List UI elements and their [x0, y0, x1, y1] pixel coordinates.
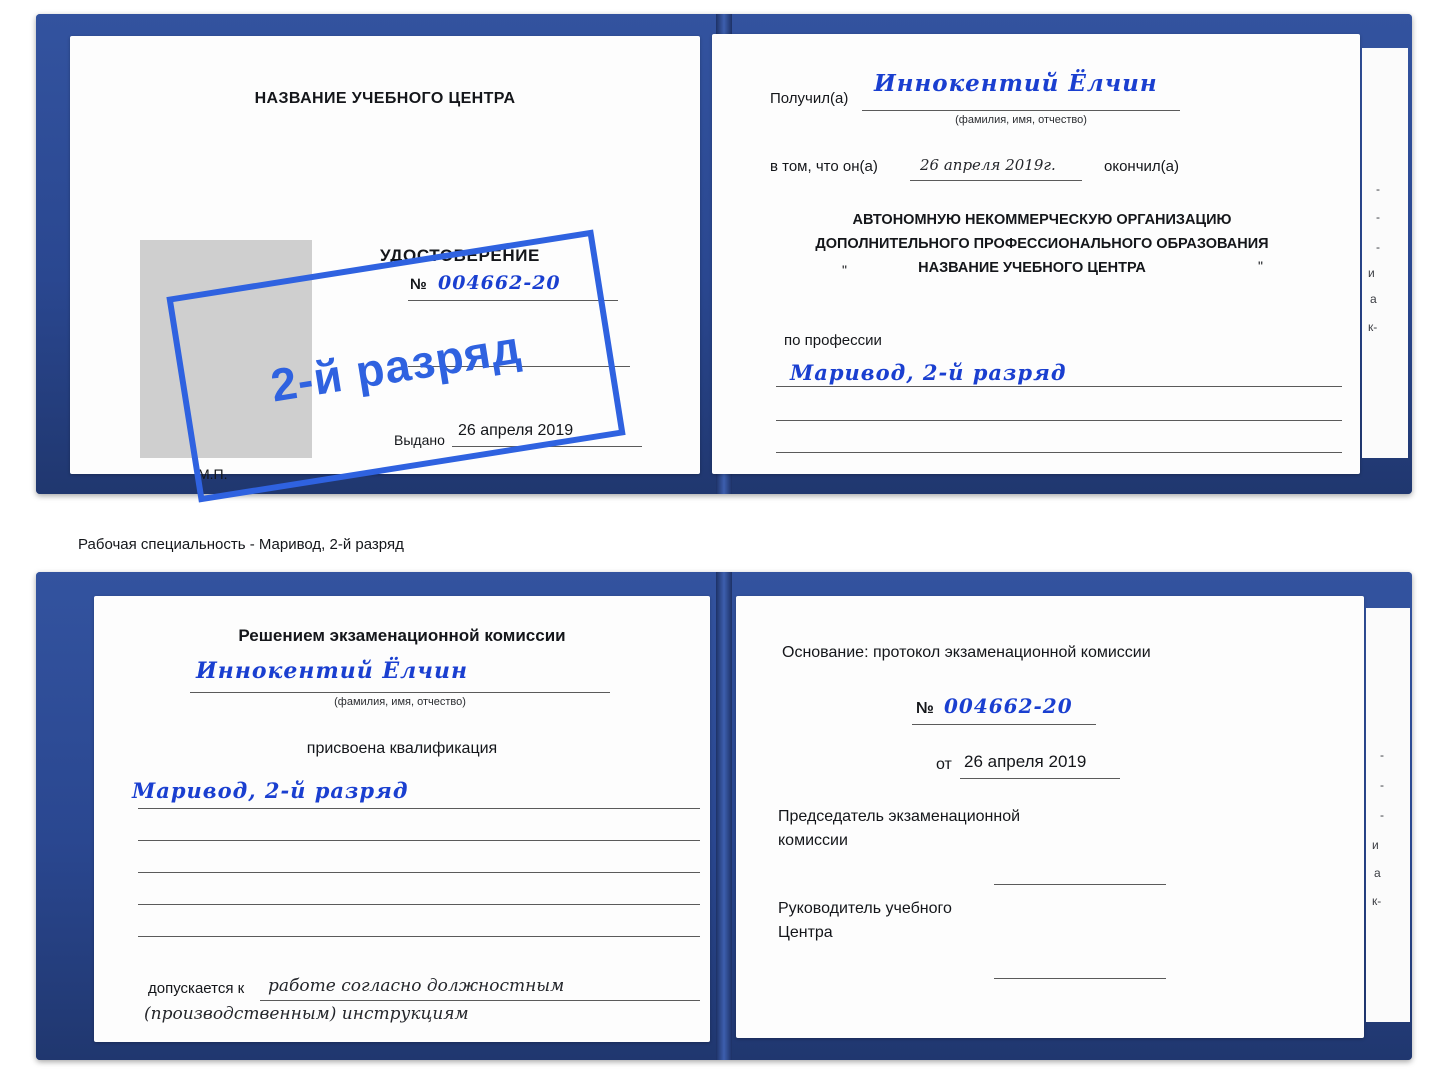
student-name-bottom: Иннокентий Ёлчин	[196, 658, 469, 684]
profession-underline-top-2	[776, 420, 1342, 421]
org-line2-top: ДОПОЛНИТЕЛЬНОГО ПРОФЕССИОНАЛЬНОГО ОБРАЗОВАНИЯ	[815, 236, 1269, 252]
admitted-underline-bottom	[260, 1000, 700, 1001]
qualification-value-bottom: Маривод, 2-й разряд	[132, 778, 409, 803]
received-name-top: Иннокентий Ёлчин	[874, 70, 1158, 97]
protocol-number-value-bottom: 004662-20	[944, 694, 1073, 718]
from-label-bottom: от	[936, 756, 952, 773]
org-quote-close-top: "	[1258, 258, 1263, 274]
edge-mark-b5: а	[1374, 866, 1381, 880]
bottom-right-edge	[1366, 608, 1410, 1022]
edge-mark-b2: -	[1380, 778, 1384, 792]
edge-mark-t6: к-	[1368, 320, 1378, 334]
org-title-top: НАЗВАНИЕ УЧЕБНОГО ЦЕНТРА	[254, 90, 516, 107]
admitted-label-bottom: допускается к	[148, 980, 245, 997]
issued-date-top: 26 апреля 2019	[458, 422, 574, 439]
edge-mark-b6: к-	[1372, 894, 1382, 908]
page-caption: Рабочая специальность - Маривод, 2-й разряд	[78, 536, 404, 553]
name-underline-bottom	[190, 692, 610, 693]
received-label-top: Получил(а)	[770, 90, 849, 107]
qual-line-4	[138, 904, 700, 905]
certificate-spine-bottom	[716, 572, 732, 1060]
edge-mark-b4: и	[1372, 838, 1379, 852]
protocol-number-label-bottom: №	[916, 700, 934, 717]
chairman-signature-line	[994, 884, 1166, 885]
qual-line-2	[138, 840, 700, 841]
number-value-top: 004662-20	[438, 272, 561, 294]
edge-mark-b3: -	[1380, 808, 1384, 822]
admitted-value-line2: (производственным) инструкциям	[144, 1004, 469, 1024]
org-line1-top: АВТОНОМНУЮ НЕКОММЕРЧЕСКУЮ ОРГАНИЗАЦИЮ	[852, 212, 1232, 228]
profession-label-top: по профессии	[784, 332, 882, 349]
edge-mark-t3: -	[1376, 240, 1380, 254]
finished-label-top: окончил(а)	[1104, 158, 1179, 175]
fio-hint-top: (фамилия, имя, отчество)	[955, 114, 1087, 126]
commission-decision-label: Решением экзаменационной комиссии	[238, 626, 566, 645]
org-name-top: НАЗВАНИЕ УЧЕБНОГО ЦЕНТРА	[918, 260, 1146, 276]
org-quote-open-top: "	[842, 262, 847, 278]
watermark-grade: 2-й разряд	[166, 229, 625, 502]
chairman-label-line2: комиссии	[778, 832, 848, 849]
that-he-label-top: в том, что он(а)	[770, 158, 878, 175]
bottom-left-page	[94, 596, 710, 1042]
basis-label-bottom: Основание: протокол экзаменационной комиссии	[782, 644, 1151, 661]
edge-mark-t5: а	[1370, 292, 1377, 306]
qual-line-5	[138, 936, 700, 937]
doc-title-top: УДОСТОВЕРЕНИЕ	[379, 246, 540, 265]
admitted-value-line1: работе согласно должностным	[268, 976, 565, 996]
from-date-bottom: 26 апреля 2019	[964, 752, 1087, 771]
protocol-number-underline	[912, 724, 1096, 725]
received-underline-top	[862, 110, 1180, 111]
profession-value-top: Маривод, 2-й разряд	[790, 360, 1067, 385]
issued-label-top: Выдано	[394, 432, 445, 448]
seal-label-top: М.П.	[198, 466, 228, 482]
top-right-edge	[1362, 48, 1408, 458]
bottom-right-page	[736, 596, 1364, 1038]
qual-line-3	[138, 872, 700, 873]
edge-mark-t2: -	[1376, 210, 1380, 224]
from-date-underline	[960, 778, 1120, 779]
head-label-line2: Центра	[778, 924, 833, 941]
profession-underline-top-1	[776, 386, 1342, 387]
qualification-label-bottom: присвоена квалификация	[306, 740, 498, 757]
certificate-bottom	[36, 572, 1412, 1060]
edge-mark-b1: -	[1380, 748, 1384, 762]
finish-date-underline-top	[910, 180, 1082, 181]
number-label-top: №	[410, 276, 427, 293]
edge-mark-t4: и	[1368, 266, 1375, 280]
head-signature-line	[994, 978, 1166, 979]
qual-line-1	[138, 808, 700, 809]
edge-mark-t1: -	[1376, 182, 1380, 196]
chairman-label-line1: Председатель экзаменационной	[778, 808, 1021, 825]
head-label-line1: Руководитель учебного	[778, 900, 952, 917]
fio-hint-bottom: (фамилия, имя, отчество)	[334, 696, 466, 708]
finish-date-top: 26 апреля 2019г.	[920, 156, 1056, 174]
profession-underline-top-3	[776, 452, 1342, 453]
top-right-page	[712, 34, 1360, 474]
